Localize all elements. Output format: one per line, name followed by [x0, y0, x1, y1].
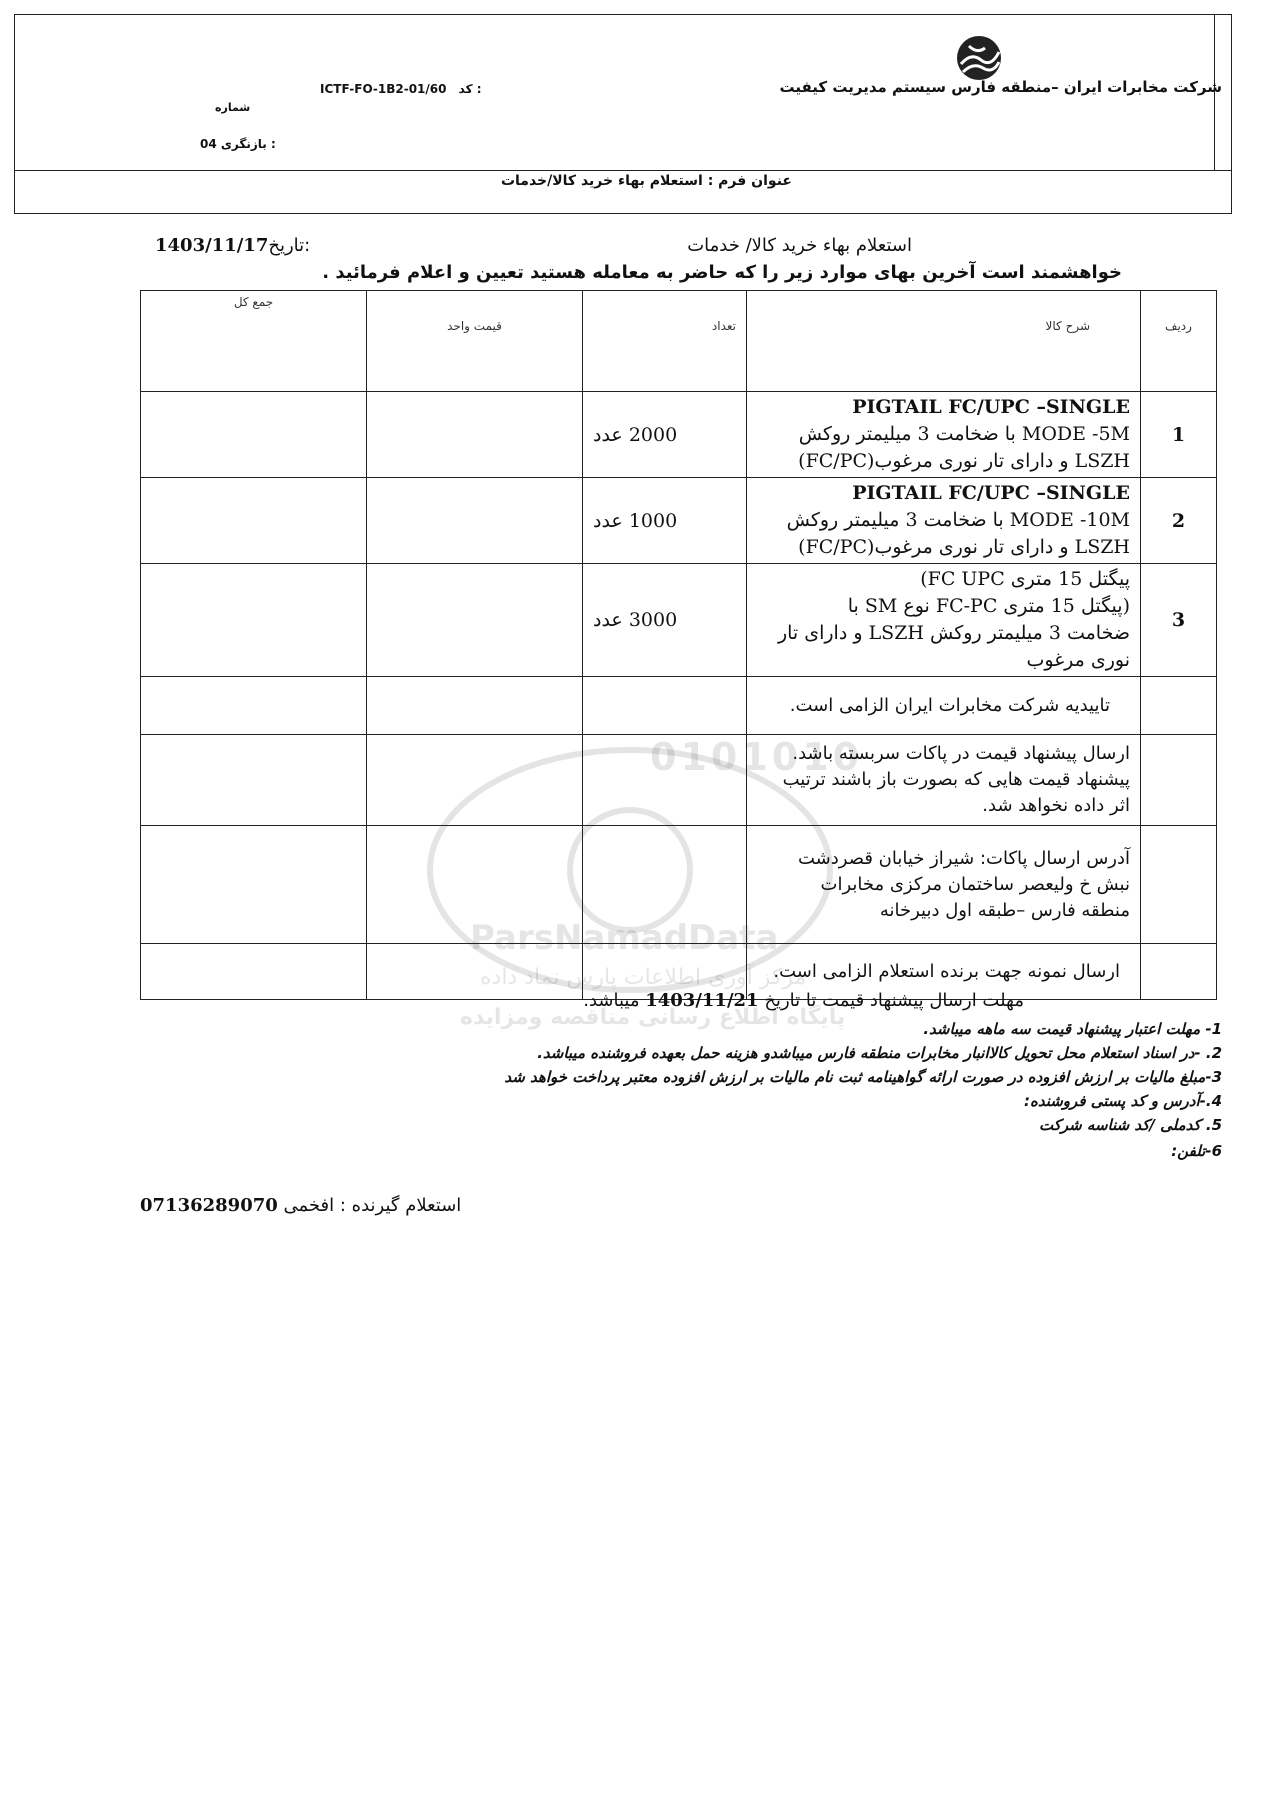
condition-item: 1- مهلت اعتبار پیشنهاد قیمت سه ماهه میباشد.	[923, 1020, 1222, 1038]
empty-cell	[583, 735, 747, 826]
row-number: 1	[1141, 392, 1217, 478]
inquiry-subject: استعلام بهاء خرید کالا/ خدمات	[687, 235, 912, 256]
empty-cell	[367, 826, 583, 944]
empty-cell	[367, 735, 583, 826]
note-row	[141, 826, 1217, 944]
item-line: نوری مرغوب	[1026, 649, 1130, 671]
empty-cell	[1141, 677, 1217, 735]
items-table	[140, 290, 1217, 1000]
form-code	[320, 82, 482, 96]
item-quantity: 3000 عدد	[583, 564, 747, 677]
table-row	[141, 392, 1217, 478]
empty-cell	[367, 944, 583, 1000]
inquiry-date-label: تاریخ:	[268, 235, 311, 256]
row-number: 3	[1141, 564, 1217, 677]
note-row	[141, 677, 1217, 735]
revision	[200, 137, 276, 151]
receiver-label: استعلام گیرنده : افخمی	[283, 1195, 462, 1216]
deadline	[583, 990, 1024, 1011]
condition-item: 4.-آدرس و کد پستی فروشنده:	[1023, 1092, 1222, 1110]
watermark-line1: مرکز آوری اطلاعات پارس نماد داده	[480, 965, 807, 990]
watermark-line2: پایگاه اطلاع رسانی مناقصه ومزایده	[460, 1005, 846, 1030]
item-line: (پیگتل 15 متری FC-PC نوع SM با	[847, 595, 1130, 617]
watermark-digits: 0101010	[650, 735, 864, 779]
item-quantity: 1000 عدد	[583, 478, 747, 564]
empty-cell	[1141, 944, 1217, 1000]
empty-cell	[583, 677, 747, 735]
total-cell[interactable]	[141, 392, 367, 478]
empty-cell	[1141, 735, 1217, 826]
item-line: MODE -5M با ضخامت 3 میلیمتر روکش	[798, 423, 1130, 445]
item-quantity: 2000 عدد	[583, 392, 747, 478]
table-header-row	[141, 291, 1217, 392]
condition-item: 2. -در اسناد استعلام محل تحویل کالاانبار مخابرات منطقه فارس میباشدو هزینه حمل بعهده فروشنده میباشد.	[537, 1044, 1222, 1062]
revision-label: بازنگری :	[220, 137, 276, 151]
unit-price-cell[interactable]	[367, 392, 583, 478]
number-label: شماره	[215, 101, 251, 114]
empty-cell	[141, 944, 367, 1000]
empty-cell	[1141, 826, 1217, 944]
note-line: اثر داده نخواهد شد.	[982, 795, 1130, 816]
total-cell[interactable]	[141, 564, 367, 677]
empty-cell	[367, 677, 583, 735]
deadline-text-after: میباشد.	[583, 990, 640, 1011]
note-line: نبش خ ولیعصر ساختمان مرکزی مخابرات	[820, 873, 1130, 895]
note-line: ارسال پیشنهاد قیمت در پاکات سربسته باشد.	[792, 743, 1130, 764]
total-cell[interactable]	[141, 478, 367, 564]
deadline-date: 1403/11/21	[645, 990, 759, 1011]
condition-item: 3-مبلغ مالیات بر ارزش افزوده در صورت ارائه گواهینامه ثبت نام مالیات بر ارزش افزوده معتبر پرداخت خواهد شد	[504, 1068, 1222, 1086]
header-row-number	[1141, 291, 1217, 392]
address-note	[747, 826, 1141, 944]
empty-cell	[141, 677, 367, 735]
table-row	[141, 478, 1217, 564]
watermark-brand: ParsNamadData	[470, 918, 779, 958]
note-line: آدرس ارسال پاکات: شیراز خیابان قصردشت	[798, 847, 1130, 869]
item-description	[747, 564, 1141, 677]
item-line: LSZH و دارای تار نوری مرغوب(FC/PC)	[798, 536, 1130, 558]
header-unit-price	[367, 291, 583, 392]
header-quantity-text: تعداد	[711, 319, 736, 333]
condition-item: 5. کدملی /کد شناسه شرکت	[1038, 1116, 1222, 1134]
empty-cell	[141, 735, 367, 826]
form-code-value: ICTF-FO-1B2-01/60	[320, 82, 447, 96]
header-row-number-text: ردیف	[1165, 319, 1192, 333]
deadline-text-before: مهلت ارسال پیشنهاد قیمت تا تاریخ	[764, 990, 1024, 1011]
item-line: ضخامت 3 میلیمتر روکش LSZH و دارای تار	[777, 622, 1130, 644]
unit-price-cell[interactable]	[367, 478, 583, 564]
table-row	[141, 564, 1217, 677]
sealed-envelope-note	[747, 735, 1141, 826]
inquiry-receiver	[140, 1195, 461, 1216]
header-divider	[14, 170, 1232, 171]
item-line: MODE -10M با ضخامت 3 میلیمتر روکش	[786, 509, 1130, 531]
item-description	[747, 478, 1141, 564]
header-total	[141, 291, 367, 392]
inquiry-date-value: 1403/11/17	[155, 235, 269, 256]
item-line: PIGTAIL FC/UPC –SINGLE	[852, 396, 1130, 418]
note-line: پیشنهاد قیمت هایی که بصورت باز باشند ترتیب	[782, 769, 1130, 790]
note-line: منطقه فارس –طبقه اول دبیرخانه	[879, 899, 1130, 921]
approval-note: تاییدیه شرکت مخابرات ایران الزامی است.	[747, 677, 1141, 735]
header-description-text: شرح کالا	[1045, 319, 1090, 333]
header-description	[747, 291, 1141, 392]
item-line: PIGTAIL FC/UPC –SINGLE	[852, 482, 1130, 504]
request-text: خواهشمند است آخرین بهای موارد زیر را که حاضر به معامله هستید تعیین و اعلام فرمائید .	[322, 262, 1122, 283]
unit-price-cell[interactable]	[367, 564, 583, 677]
inquiry-date	[155, 235, 310, 256]
item-line: LSZH و دارای تار نوری مرغوب(FC/PC)	[798, 450, 1130, 472]
company-name: شرکت مخابرات ایران –منطقه فارس سیستم مدیریت کیفیت	[779, 78, 1222, 96]
form-title: عنوان فرم : استعلام بهاء خرید کالا/خدمات	[500, 173, 792, 189]
condition-item: 6-تلفن:	[1171, 1142, 1222, 1160]
receiver-phone: 07136289070	[140, 1195, 278, 1216]
item-description	[747, 392, 1141, 478]
empty-cell	[583, 826, 747, 944]
form-code-label: کد :	[458, 82, 482, 96]
note-row	[141, 735, 1217, 826]
revision-value: 04	[200, 137, 217, 151]
sample-note: ارسال نمونه جهت برنده استعلام الزامی است.	[747, 944, 1141, 1000]
row-number: 2	[1141, 478, 1217, 564]
header-quantity	[583, 291, 747, 392]
item-line: پیگتل 15 متری FC UPC)	[920, 568, 1130, 590]
company-logo-icon	[955, 34, 1003, 82]
header-total-text: جمع کل	[233, 295, 274, 309]
header-unit-price-text: قیمت واحد	[447, 319, 502, 333]
empty-cell	[141, 826, 367, 944]
